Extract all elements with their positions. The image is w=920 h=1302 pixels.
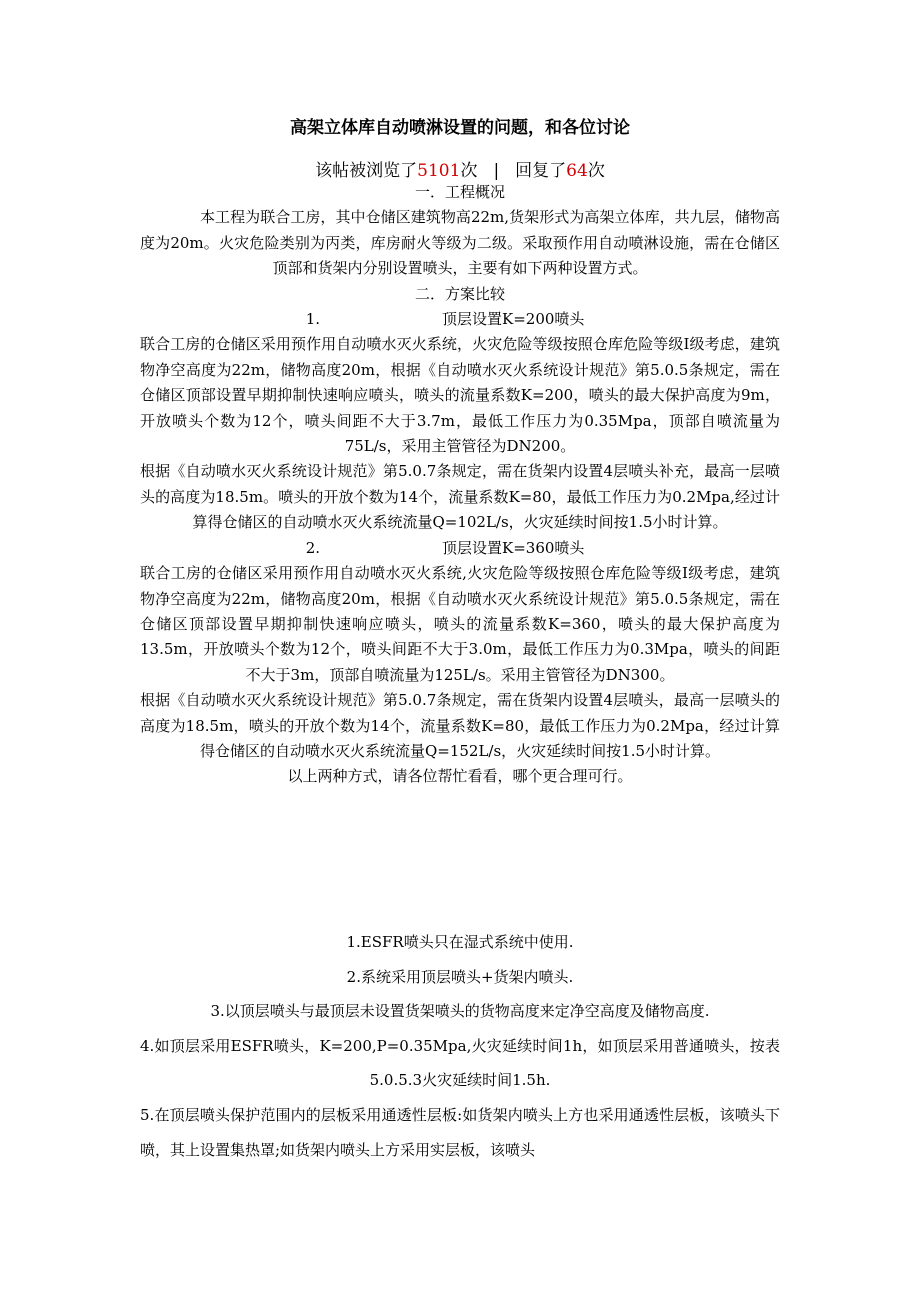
option1-number: 1.: [305, 310, 320, 329]
views-count: 5101: [417, 161, 461, 181]
reply-item: 4.如顶层采用ESFR喷头，K=200,P=0.35Mpa,火灾延续时间1h，如顶层采用普通喷头，按表5.0.5.3火灾延续时间1.5h.: [140, 1036, 780, 1090]
overview-paragraph: 本工程为联合工房，其中仓储区建筑物高22m,货架形式为高架立体库，共九层，储物高度为20m。火灾危险类别为丙类，库房耐火等级为二级。采取预作用自动喷淋设施，需在仓储区顶部和货架内分别设置喷头，主要有如下两种设置方式。: [140, 208, 780, 278]
reply-item: 2.系统采用顶层喷头+货架内喷头.: [346, 967, 574, 986]
option1-paragraph-1: 联合工房的仓储区采用预作用自动喷水灭火系统，火灾危险等级按照仓库危险等级Ⅰ级考虑，建筑物净空高度为22m，储物高度20m，根据《自动喷水灭火系统设计规范》第5.0.5条规定，需在仓储区顶部设置早期抑制快速响应喷头，喷头的流量系数K=200，喷头的最大保护高度为9m，开放喷头个数为12个，喷头间距不大于3.7m，最低工作压力为0.35Mpa，顶部自喷流量为75L/s，采用主管管径为DN200。: [140, 335, 780, 456]
views-prefix: 该帖被浏览了: [315, 161, 418, 181]
stats-separator: |: [493, 161, 500, 181]
closing-line: 以上两种方式，请各位帮忙看看，哪个更合理可行。: [287, 767, 633, 786]
post-stats: [0, 156, 920, 181]
option2-heading: [140, 536, 780, 561]
reply-item: 3.以顶层喷头与最顶层未设置货架喷头的货物高度来定净空高度及储物高度.: [210, 1002, 710, 1021]
option1-paragraph-2: 根据《自动喷水灭火系统设计规范》第5.0.7条规定，需在货架内设置4层喷头补充，最高一层喷头的高度为18.5m。喷头的开放个数为14个，流量系数K=80，最低工作压力为0.2Mpa,经过计算得仓储区的自动喷水灭火系统流量Q=102L/s，火灾延续时间按1.5小时计算。: [140, 462, 780, 532]
overview-heading: 一．工程概况: [414, 183, 505, 201]
option1-title: 顶层设置K=200喷头: [442, 310, 585, 329]
option2-paragraph-2: 根据《自动喷水灭火系统设计规范》第5.0.7条规定，需在货架内设置4层喷头，最高一层喷头的高度为18.5m，喷头的开放个数为14个，流量系数K=80，最低工作压力为0.2Mpa，经过计算得仓储区的自动喷水灭火系统流量Q=152L/s，火灾延续时间按1.5小时计算。: [140, 691, 780, 760]
reply-item: 5.在顶层喷头保护范围内的层板采用通透性层板:如货架内喷头上方也采用通透性层板，该喷头下喷，其上设置集热罩;如货架内喷头上方采用实层板，该喷头: [140, 1105, 780, 1159]
option2-title: 顶层设置K=360喷头: [442, 538, 585, 557]
post-title: 高架立体库自动喷淋设置的问题，和各位讨论: [290, 118, 630, 138]
replies-suffix: 次: [587, 161, 605, 181]
option2-paragraph-1: 联合工房的仓储区采用预作用自动喷水灭火系统,火灾危险等级按照仓库危险等级Ⅰ级考虑，建筑物净空高度为22m，储物高度20m，根据《自动喷水灭火系统设计规范》第5.0.5条规定，需在仓储区顶部设置早期抑制快速响应喷头，喷头的流量系数K=360，喷头的最大保护高度为13.5m，开放喷头个数为12个，喷头间距不大于3.0m，最低工作压力为0.3Mpa，喷头的间距不大于3m，顶部自喷流量为125L/s。采用主管管径为DN300。: [140, 564, 780, 684]
option2-number: 2.: [305, 538, 320, 557]
reply-item: 1.ESFR喷头只在湿式系统中使用.: [346, 933, 574, 951]
post-body: [140, 180, 780, 790]
compare-heading: 二．方案比较: [414, 284, 505, 303]
option1-heading: [140, 307, 780, 332]
reply-list: [140, 925, 780, 1167]
replies-count: 64: [566, 161, 588, 181]
replies-prefix: 回复了: [515, 161, 567, 181]
views-suffix: 次: [460, 161, 478, 181]
